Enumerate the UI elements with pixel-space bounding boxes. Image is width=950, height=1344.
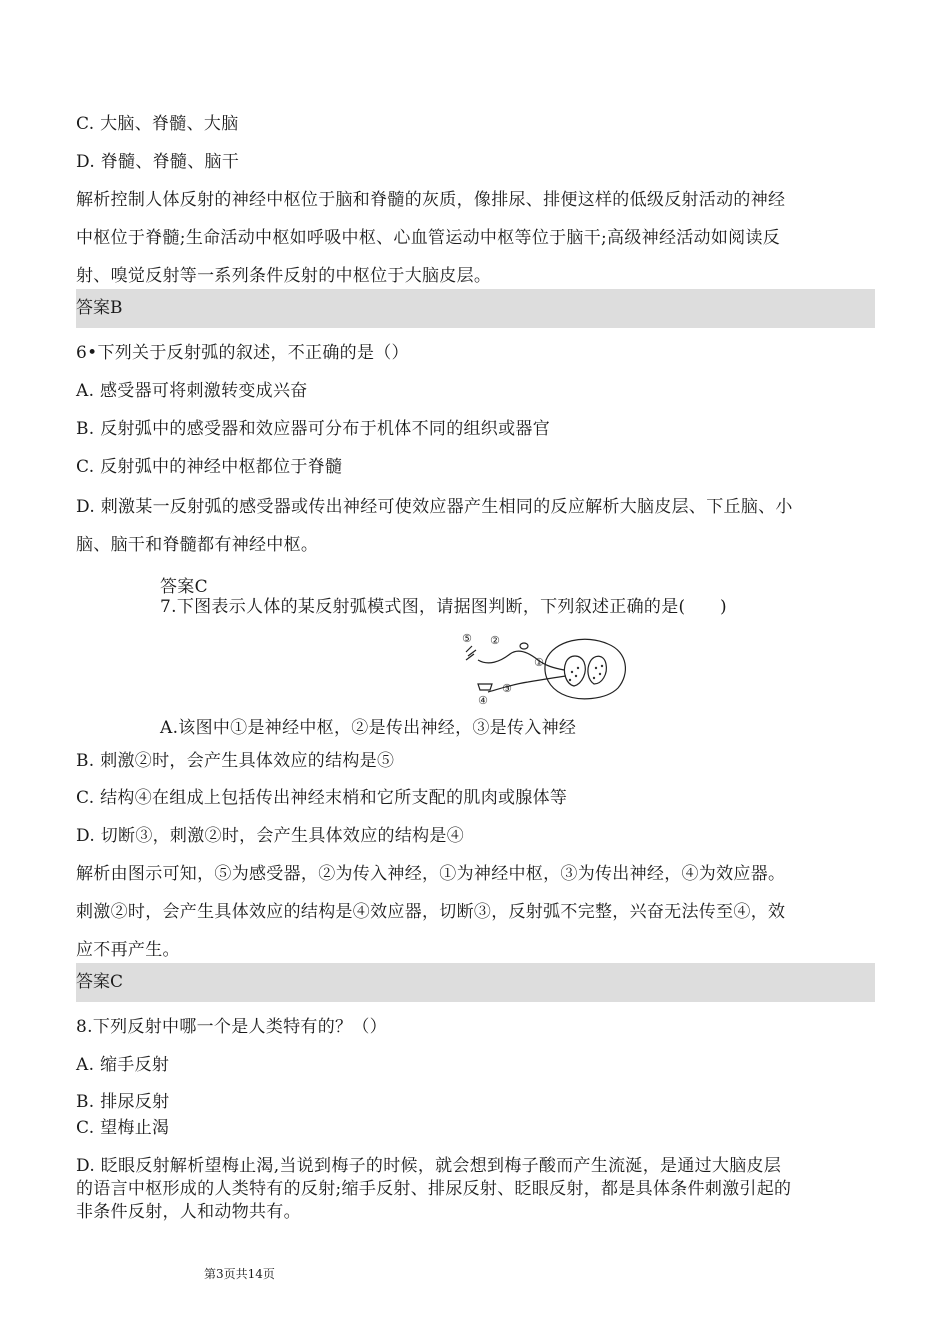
q7-option-b: B. 刺激②时，会产生具体效应的结构是⑤ xyxy=(76,751,395,771)
q5-option-d: D. 脊髓、脊髓、脑干 xyxy=(76,152,240,172)
q5-answer: 答案B xyxy=(76,289,875,328)
q6-answer: 答案C xyxy=(160,577,208,597)
q5-analysis-line-1: 解析控制人体反射的神经中枢位于脑和脊髓的灰质，像排尿、排便这样的低级反射活动的神经 xyxy=(76,190,786,210)
label-2: ② xyxy=(490,634,500,647)
q8-option-c: C. 望梅止渴 xyxy=(76,1118,170,1138)
q8-option-d-line-3: 非条件反射，人和动物共有。 xyxy=(76,1202,301,1222)
q8-option-d-line-2: 的语言中枢形成的人类特有的反射;缩手反射、排尿反射、眨眼反射，都是具体条件刺激引起的 xyxy=(76,1179,792,1199)
q5-analysis-line-3: 射、嗅觉反射等一系列条件反射的中枢位于大脑皮层。 xyxy=(76,266,492,286)
q5-analysis-line-2: 中枢位于脊髓;生命活动中枢如呼吸中枢、心血管运动中枢等位于脑干;高级神经活动如阅读反 xyxy=(76,228,781,248)
q8-option-a: A. 缩手反射 xyxy=(76,1055,170,1075)
q8-option-d-line-1: D. 眨眼反射解析望梅止渴,当说到梅子的时候，就会想到梅子酸而产生流涎，是通过大脑皮层 xyxy=(76,1156,782,1176)
grey-matter-left xyxy=(564,656,585,686)
label-3: ③ xyxy=(502,682,512,695)
afferent-nerve-path xyxy=(478,651,564,670)
label-5: ⑤ xyxy=(462,632,472,645)
q6-question: 6•下列关于反射弧的叙述，不正确的是（） xyxy=(76,343,409,363)
q6-option-a: A. 感受器可将刺激转变成兴奋 xyxy=(76,381,308,401)
q8-question: 8.下列反射中哪一个是人类特有的？（） xyxy=(76,1017,387,1037)
q8-option-b: B. 排尿反射 xyxy=(76,1092,170,1112)
q7-analysis-line-2: 刺激②时，会产生具体效应的结构是④效应器，切断③，反射弧不完整，兴奋无法传至④，效 xyxy=(76,902,786,922)
q6-option-d-line-2: 脑、脑干和脊髓都有神经中枢。 xyxy=(76,535,319,555)
page-footer: 第3页共14页 xyxy=(204,1267,275,1281)
q7-option-a: A.该图中①是神经中枢，②是传出神经，③是传入神经 xyxy=(160,718,577,738)
ganglion-symbol xyxy=(520,643,528,649)
q5-option-c: C. 大脑、脊髓、大脑 xyxy=(76,114,239,134)
effector-symbol xyxy=(478,684,492,690)
label-4: ④ xyxy=(478,694,488,707)
q7-question: 7.下图表示人体的某反射弧模式图，请据图判断，下列叙述正确的是( ) xyxy=(160,597,727,617)
q6-option-c: C. 反射弧中的神经中枢都位于脊髓 xyxy=(76,457,343,477)
q7-analysis-line-3: 应不再产生。 xyxy=(76,940,180,960)
q7-option-c: C. 结构④在组成上包括传出神经末梢和它所支配的肌肉或腺体等 xyxy=(76,788,568,808)
reflex-arc-diagram xyxy=(458,632,634,710)
q6-option-b: B. 反射弧中的感受器和效应器可分布于机体不同的组织或器官 xyxy=(76,419,550,439)
receptor-symbol xyxy=(466,646,476,660)
q7-analysis-line-1: 解析由图示可知，⑤为感受器，②为传入神经，①为神经中枢，③为传出神经，④为效应器。 xyxy=(76,864,786,884)
q7-answer: 答案C xyxy=(76,963,875,1002)
grey-matter-right xyxy=(588,656,606,684)
q6-option-d-line-1: D. 刺激某一反射弧的感受器或传出神经可使效应器产生相同的反应解析大脑皮层、下丘脑、小 xyxy=(76,497,793,517)
label-1: ① xyxy=(534,656,544,669)
q7-option-d: D. 切断③，刺激②时，会产生具体效应的结构是④ xyxy=(76,826,465,846)
